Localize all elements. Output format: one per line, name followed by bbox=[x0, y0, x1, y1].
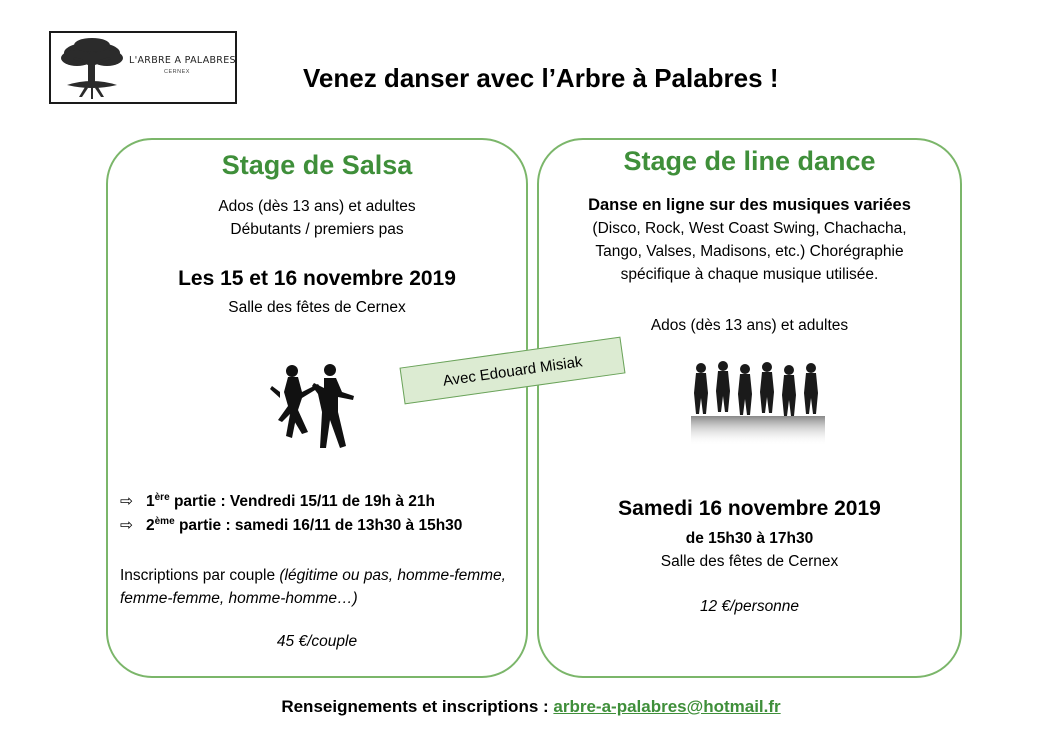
logo-name: L'ARBRE A PALABRES bbox=[129, 55, 236, 66]
line-dance-desc-2: Tango, Valses, Madisons, etc.) Chorégraphie bbox=[595, 243, 904, 260]
line-dance-desc-3: spécifique à chaque musique utilisée. bbox=[620, 266, 879, 283]
footer bbox=[0, 697, 1062, 717]
salsa-session-2: ⇨ 2ème partie : samedi 16/11 de 13h30 à 15h30 bbox=[120, 516, 463, 535]
salsa-dancers-icon bbox=[268, 362, 358, 454]
instructor-badge: Avec Edouard Misiak bbox=[400, 337, 626, 405]
salsa-inscriptions: Inscriptions par couple (légitime ou pas, homme-femme, femme-femme, homme-homme…) bbox=[120, 567, 506, 607]
salsa-card bbox=[106, 138, 528, 678]
logo bbox=[49, 31, 237, 104]
line-dancers-icon bbox=[689, 358, 829, 450]
line-dance-price: 12 €/personne bbox=[699, 598, 800, 615]
logo-subtitle: CERNEX bbox=[164, 69, 190, 75]
salsa-audience: Ados (dès 13 ans) et adultes bbox=[218, 198, 416, 215]
salsa-venue: Salle des fêtes de Cernex bbox=[228, 299, 406, 316]
salsa-session-1: ⇨ 1ère partie : Vendredi 15/11 de 19h à 21h bbox=[120, 492, 435, 511]
salsa-level: Débutants / premiers pas bbox=[230, 221, 404, 238]
line-dance-desc-1: (Disco, Rock, West Coast Swing, Chachacha, bbox=[592, 220, 907, 237]
contact-email-link[interactable]: arbre-a-palabres@hotmail.fr bbox=[553, 697, 781, 716]
arrow-icon: ⇨ bbox=[120, 517, 133, 535]
tree-icon bbox=[55, 35, 129, 101]
line-dance-time: de 15h30 à 17h30 bbox=[685, 530, 814, 547]
line-dance-title: Stage de line dance bbox=[623, 146, 876, 176]
line-dance-audience: Ados (dès 13 ans) et adultes bbox=[650, 317, 849, 334]
line-dance-date: Samedi 16 novembre 2019 bbox=[618, 497, 881, 520]
page-title: Venez danser avec l’Arbre à Palabres ! bbox=[303, 63, 779, 93]
salsa-price: 45 €/couple bbox=[276, 633, 358, 650]
salsa-dates: Les 15 et 16 novembre 2019 bbox=[178, 267, 456, 290]
line-dance-venue: Salle des fêtes de Cernex bbox=[660, 553, 839, 570]
line-dance-card bbox=[537, 138, 962, 678]
footer-label: Renseignements et inscriptions : bbox=[281, 697, 554, 716]
salsa-title: Stage de Salsa bbox=[221, 150, 413, 180]
line-dance-subtitle: Danse en ligne sur des musiques variées bbox=[588, 196, 911, 214]
arrow-icon: ⇨ bbox=[120, 493, 133, 511]
